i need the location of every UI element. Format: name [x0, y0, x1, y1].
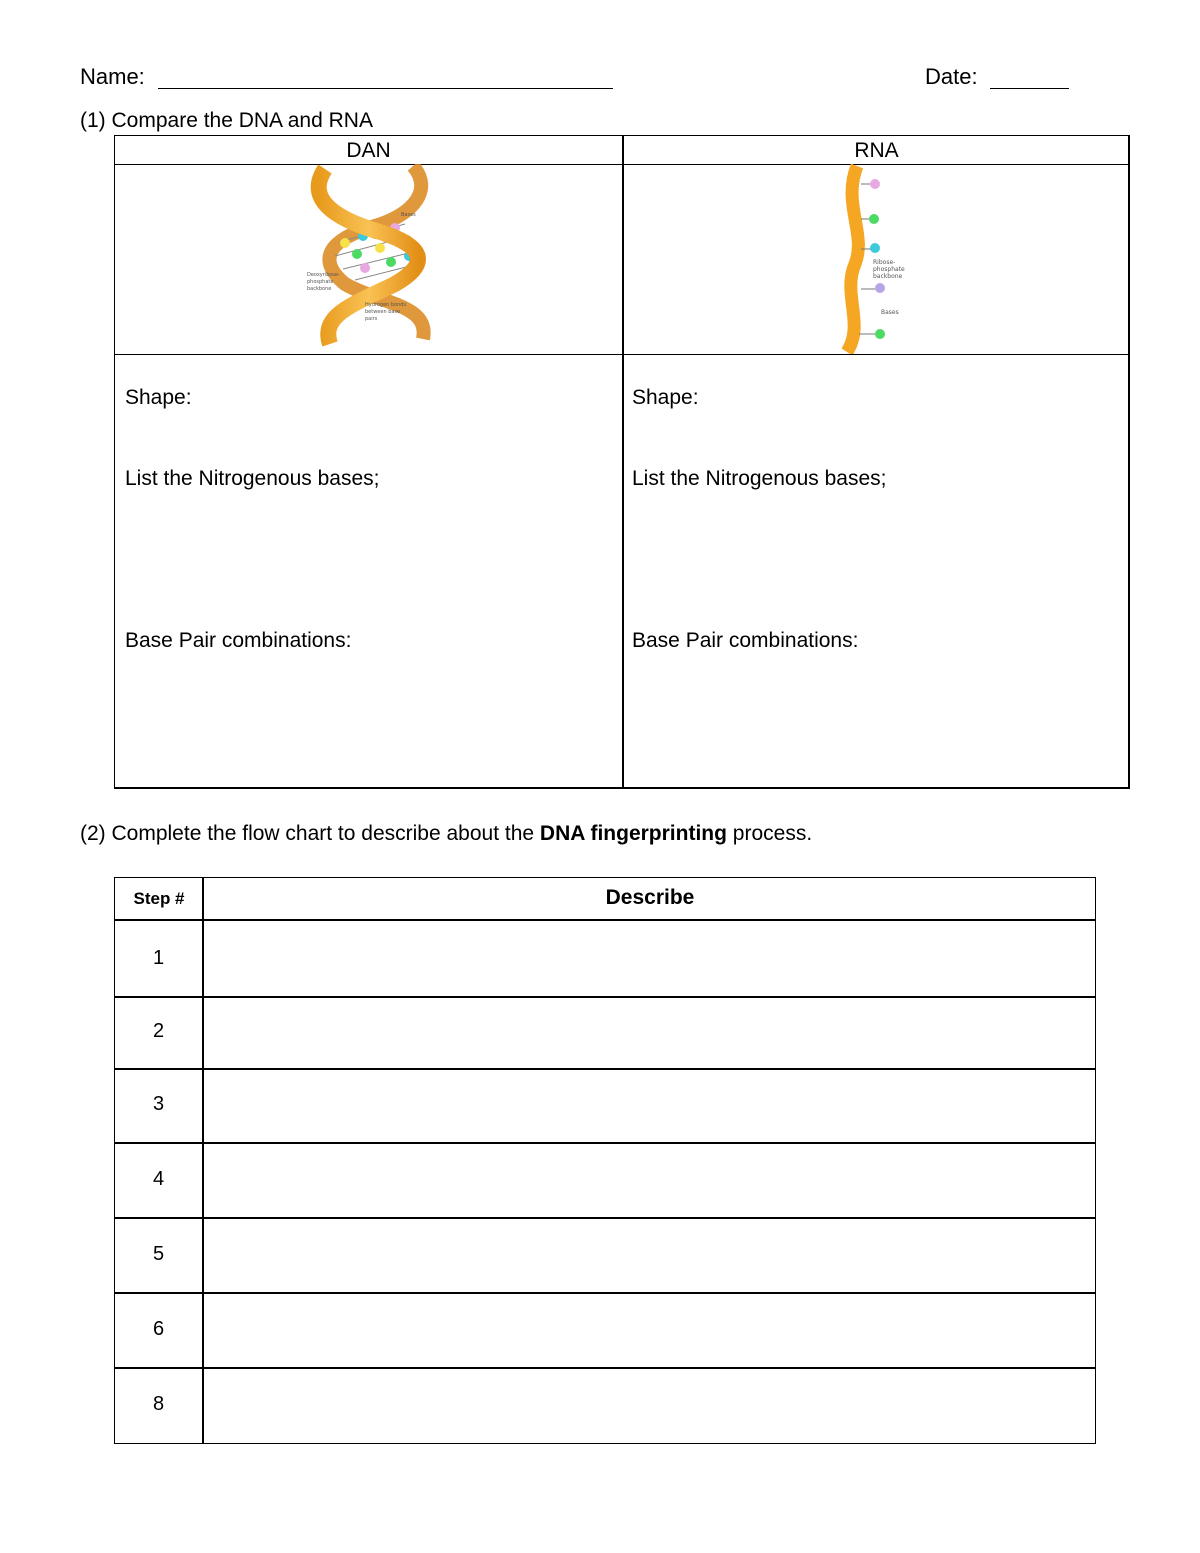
name-blank-line[interactable] — [158, 88, 613, 89]
base-icon — [870, 243, 880, 253]
question-2-text — [80, 821, 812, 847]
question-1-text: (1) Compare the DNA and RNA — [80, 109, 373, 132]
dna-label-backbone-1: Deoxyribose- — [307, 272, 340, 278]
question-2-text-bold: DNA fingerprinting — [539, 822, 727, 845]
rna-single-strand-diagram — [837, 164, 917, 354]
dna-double-helix-diagram — [305, 164, 445, 349]
step-description-cell[interactable] — [205, 995, 1095, 1068]
step-number-header: Step # — [133, 889, 185, 908]
step-description-cell[interactable] — [205, 1367, 1095, 1443]
dna-label-hbonds-1: Hydrogen bonds — [365, 302, 407, 308]
compare-column-divider — [622, 136, 624, 787]
base-icon — [352, 249, 362, 259]
rna-strand — [847, 166, 858, 352]
dna-rna-compare-table — [114, 135, 1130, 789]
base-icon — [340, 238, 350, 248]
step-description-cell[interactable] — [205, 1217, 1095, 1292]
rna-label-bases: Bases — [881, 309, 899, 316]
name-label: Name: — [80, 64, 145, 89]
step-number: 6 — [152, 1317, 165, 1340]
rna-label-backbone-2: phosphate — [873, 266, 905, 273]
table-row — [115, 921, 1095, 996]
step-number: 4 — [152, 1167, 165, 1190]
base-icon — [375, 243, 385, 253]
step-number: 3 — [152, 1093, 165, 1115]
compare-header-divider — [115, 164, 1128, 165]
step-description-cell[interactable] — [205, 921, 1095, 996]
step-description-cell[interactable] — [205, 1142, 1095, 1217]
question-2-text-after: process. — [726, 822, 813, 845]
question-2-text-before: (2) Complete the flow chart to describe about the — [80, 822, 540, 845]
rna-pairs-label: Base Pair combinations: — [632, 629, 859, 652]
table-row — [115, 1142, 1095, 1217]
rna-label-backbone-3: backbone — [873, 273, 903, 280]
base-icon — [360, 263, 370, 273]
dna-column-heading: DAN — [346, 139, 391, 162]
dna-label-bases: Bases — [401, 212, 416, 218]
step-number: 2 — [152, 1019, 165, 1042]
rna-shape-label: Shape: — [632, 386, 699, 409]
table-row — [115, 1367, 1095, 1443]
table-row — [115, 1068, 1095, 1142]
rna-bases-label: List the Nitrogenous bases; — [632, 467, 887, 490]
compare-image-divider — [115, 354, 1128, 355]
base-icon — [386, 257, 396, 267]
table-row — [115, 1292, 1095, 1367]
dna-label-backbone-2: phosphate — [307, 279, 334, 285]
step-number: 8 — [152, 1393, 165, 1415]
step-description-cell[interactable] — [205, 1292, 1095, 1367]
describe-header: Describe — [605, 886, 695, 909]
dna-label-hbonds-2: between base — [365, 309, 401, 315]
date-blank-line[interactable] — [990, 88, 1069, 89]
base-icon — [875, 283, 885, 293]
base-icon — [875, 329, 885, 339]
dna-shape-label: Shape: — [125, 386, 192, 409]
dna-bases-label: List the Nitrogenous bases; — [125, 467, 380, 490]
base-icon — [869, 214, 879, 224]
base-icon — [870, 179, 880, 189]
date-label: Date: — [925, 64, 978, 89]
table-row — [115, 995, 1095, 1068]
rna-column-heading: RNA — [854, 139, 899, 162]
dna-pairs-label: Base Pair combinations: — [125, 629, 352, 652]
step-number: 5 — [152, 1242, 165, 1265]
dna-label-backbone-3: backbone — [307, 286, 332, 292]
rna-label-backbone-1: Ribose- — [873, 259, 896, 266]
table-row — [115, 1217, 1095, 1292]
dna-label-hbonds-3: pairs — [365, 316, 378, 322]
step-number: 1 — [152, 946, 165, 969]
step-description-cell[interactable] — [205, 1068, 1095, 1142]
fingerprinting-steps-table — [114, 877, 1096, 1444]
